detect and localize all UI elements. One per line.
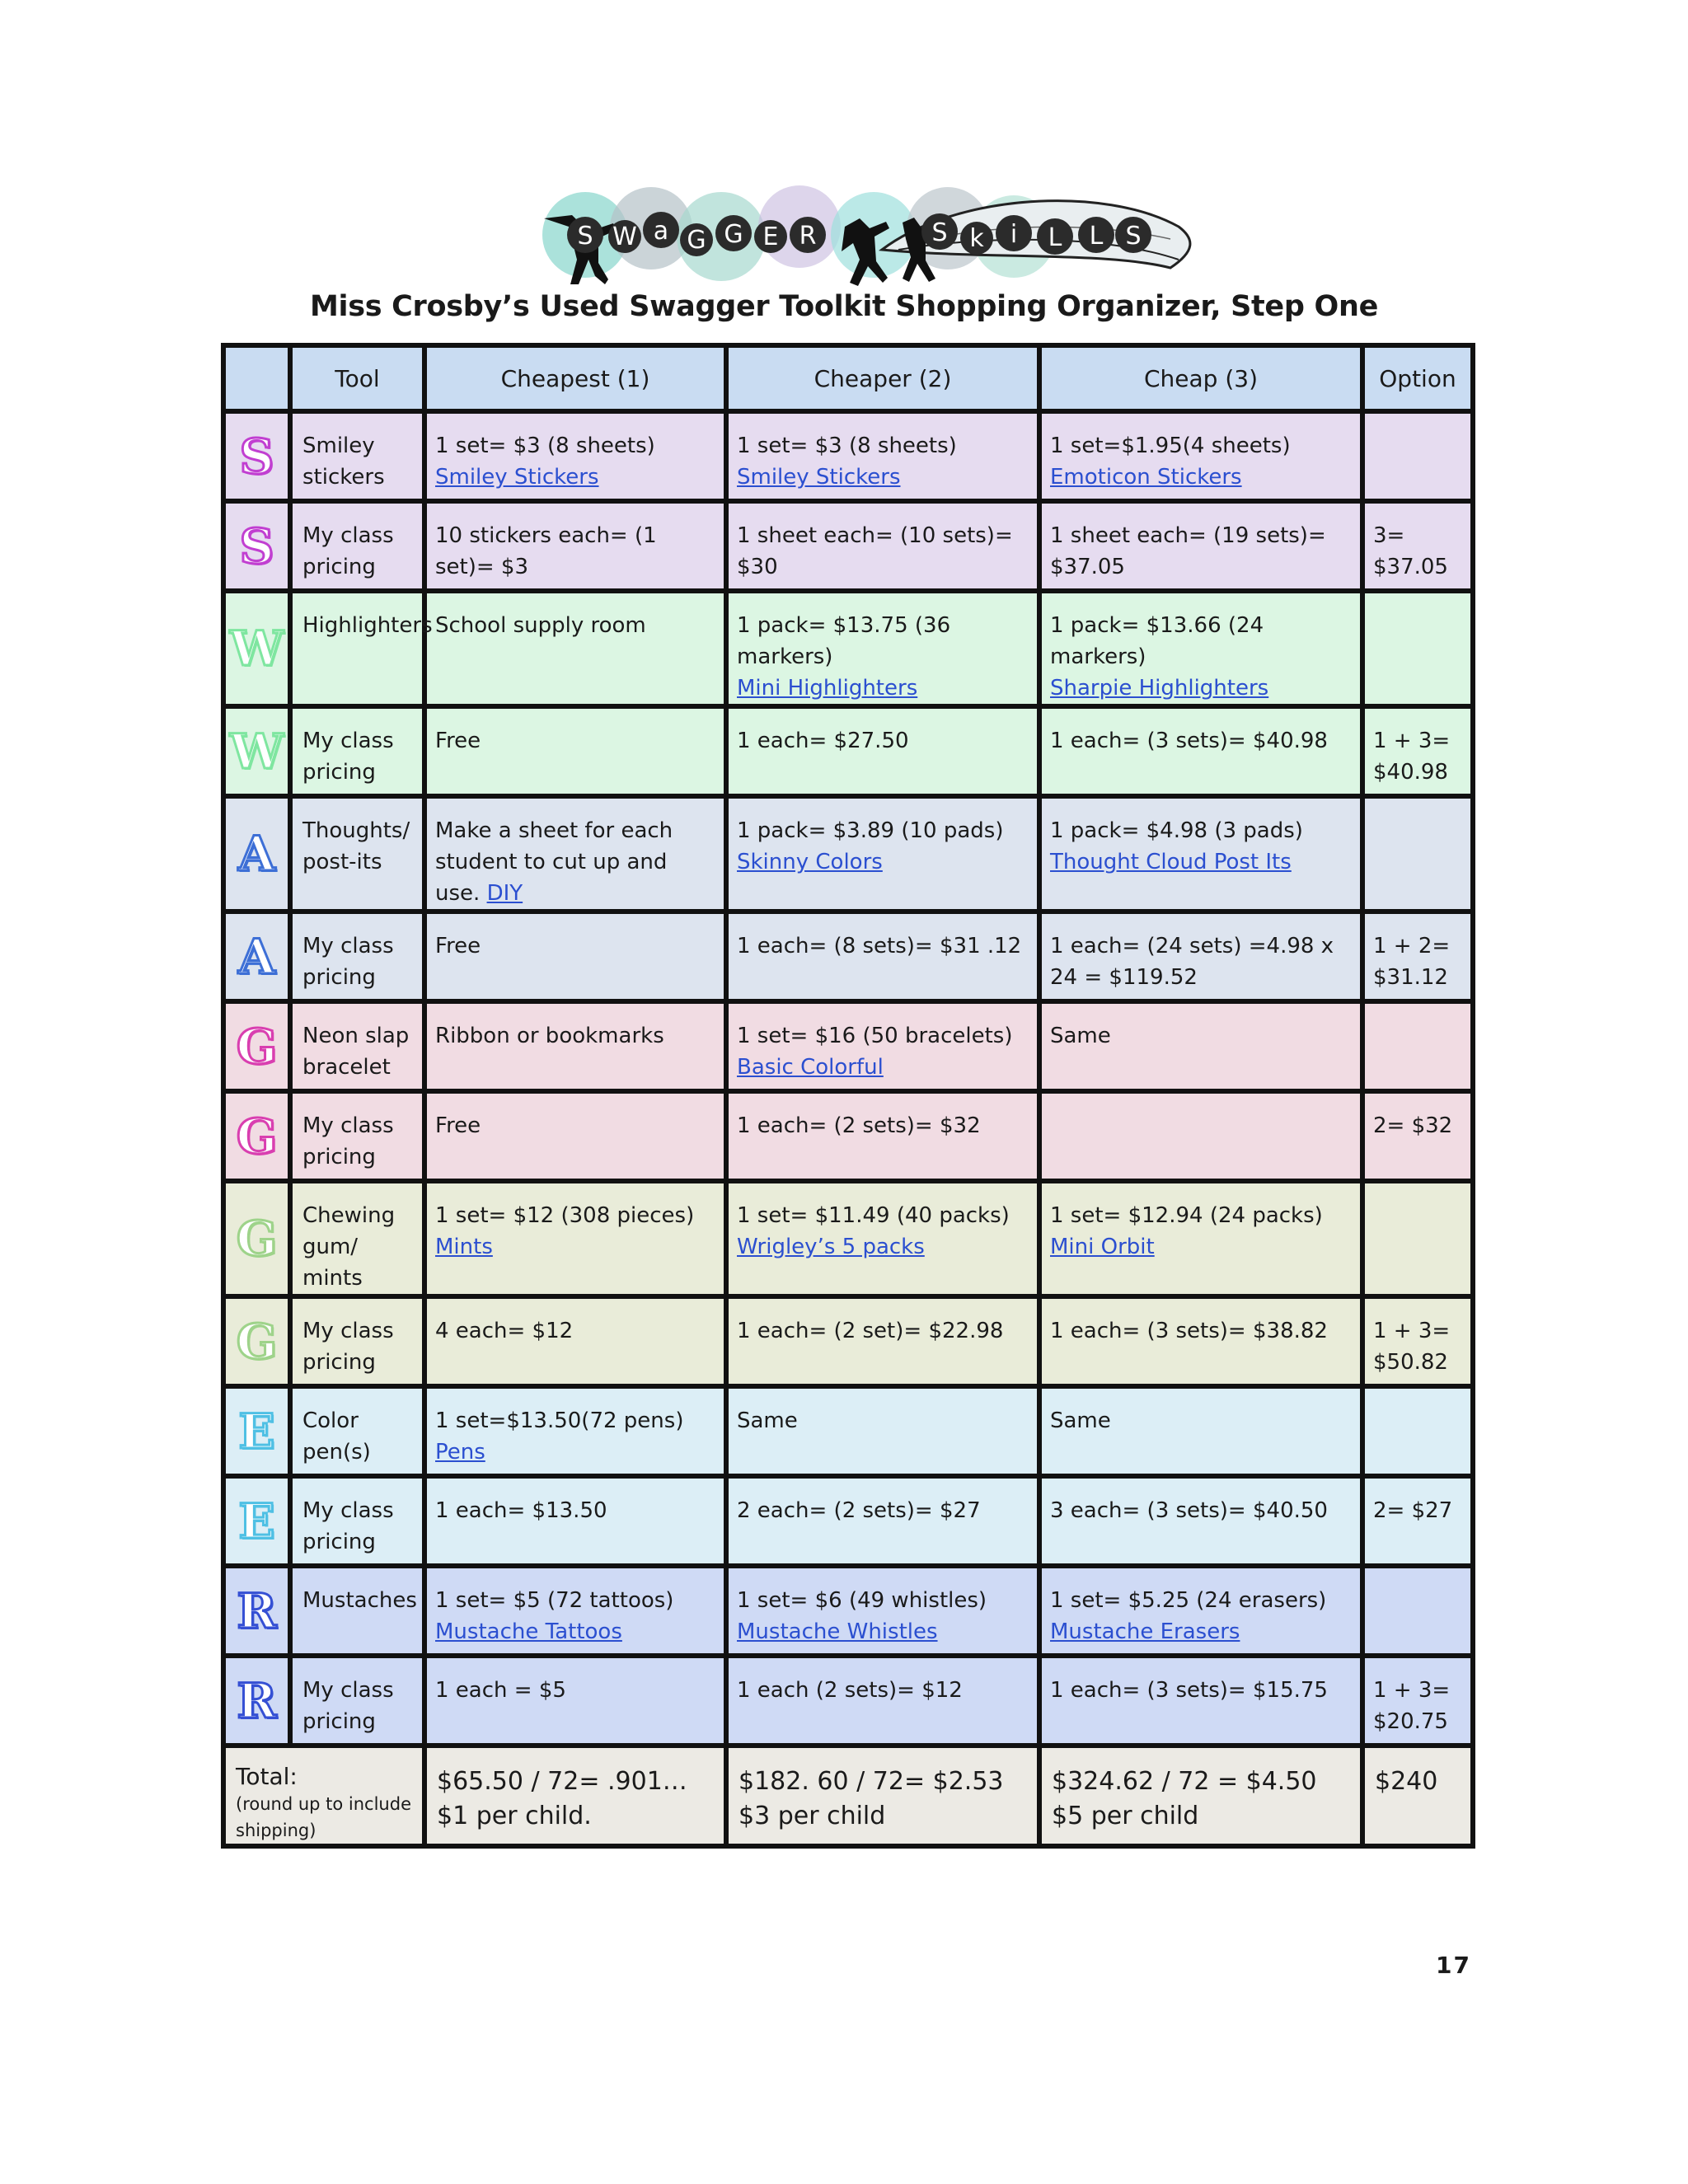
product-link[interactable]: Mints bbox=[435, 1235, 493, 1259]
total-line: $182. 60 / 72= $2.53 bbox=[738, 1767, 1004, 1796]
svg-text:i: i bbox=[1010, 220, 1018, 249]
shopping-organizer-table bbox=[221, 343, 1475, 1849]
total-label: Total: bbox=[236, 1763, 298, 1790]
tool-name: My class pricing bbox=[302, 729, 394, 785]
cheap-cell bbox=[1039, 912, 1362, 1001]
cell-text: Free bbox=[435, 1113, 481, 1138]
tool-name: My class pricing bbox=[302, 934, 394, 990]
tool-cell bbox=[290, 501, 424, 591]
cheapest-cell bbox=[424, 411, 726, 501]
option-cell bbox=[1362, 706, 1473, 796]
option-cell bbox=[1362, 1001, 1473, 1091]
tool-cell bbox=[290, 912, 424, 1001]
total-option-value: $240 bbox=[1375, 1767, 1438, 1796]
page-title: Miss Crosby’s Used Swagger Toolkit Shopping Organizer, Step One bbox=[309, 290, 1379, 323]
letter-icon: S bbox=[239, 518, 274, 574]
total-row bbox=[223, 1746, 1473, 1846]
total-cheap bbox=[1039, 1746, 1362, 1846]
cheapest-cell bbox=[424, 591, 726, 706]
tool-cell bbox=[290, 591, 433, 706]
cell-text: 1 each= (3 sets)= $40.98 bbox=[1050, 729, 1328, 753]
cell-text: 10 stickers each= (1 set)= $3 bbox=[435, 523, 657, 579]
table-row bbox=[223, 1296, 1473, 1386]
cheapest-cell bbox=[424, 1566, 726, 1656]
total-line: $3 per child bbox=[738, 1802, 886, 1830]
product-link[interactable]: Thought Cloud Post Its bbox=[1050, 850, 1292, 874]
cheapest-cell bbox=[424, 1001, 726, 1091]
tool-cell bbox=[290, 1091, 424, 1181]
tool-name: Color pen(s) bbox=[302, 1408, 371, 1465]
cell-text: 1 pack= $13.75 (36 markers) bbox=[737, 613, 951, 669]
option-value: 1 + 3= $20.75 bbox=[1373, 1678, 1451, 1734]
svg-text:L: L bbox=[1048, 223, 1062, 252]
total-line: $324.62 / 72 = $4.50 bbox=[1052, 1767, 1317, 1796]
cell-text: School supply room bbox=[435, 613, 646, 638]
swagger-letter-cell bbox=[223, 796, 290, 912]
table-row bbox=[223, 706, 1473, 796]
option-value bbox=[1365, 1568, 1470, 1585]
table-row bbox=[223, 591, 1473, 706]
cell-text: 1 each= (3 sets)= $38.82 bbox=[1050, 1319, 1328, 1343]
svg-text:a: a bbox=[653, 217, 669, 246]
cell-text: Same bbox=[737, 1408, 798, 1433]
cell-text: 1 sheet each= (10 sets)= $30 bbox=[737, 523, 1013, 579]
swagger-letter-cell bbox=[223, 1386, 290, 1476]
cell-text: 1 set= $5 (72 tattoos) bbox=[435, 1588, 674, 1613]
option-value bbox=[1365, 1004, 1470, 1020]
table-row bbox=[223, 1476, 1473, 1566]
cheapest-cell bbox=[424, 501, 726, 591]
cell-text: Make a sheet for each student to cut up and use. bbox=[435, 818, 673, 906]
cheapest-cell bbox=[424, 1656, 726, 1746]
option-value: 3= $37.05 bbox=[1373, 523, 1448, 579]
table-row bbox=[223, 411, 1473, 501]
svg-text:G: G bbox=[687, 226, 706, 255]
table-row bbox=[223, 1566, 1473, 1656]
cell-text: 1 each= (8 sets)= $31 .12 bbox=[737, 934, 1022, 958]
product-link[interactable]: Wrigley’s 5 packs bbox=[737, 1235, 925, 1259]
letter-icon: A bbox=[237, 928, 275, 985]
cell-text: 1 each= (2 set)= $22.98 bbox=[737, 1319, 1004, 1343]
option-cell bbox=[1362, 796, 1473, 912]
letter-icon: G bbox=[236, 1313, 278, 1370]
tool-name: Mustaches bbox=[302, 1588, 417, 1613]
tool-cell bbox=[290, 1296, 424, 1386]
swagger-skills-logo bbox=[528, 177, 1203, 293]
header-row bbox=[223, 345, 1473, 411]
tool-cell bbox=[290, 706, 424, 796]
letter-icon: R bbox=[237, 1582, 277, 1639]
tool-name: Highlighters bbox=[302, 613, 433, 638]
letter-icon: S bbox=[239, 428, 274, 485]
option-cell bbox=[1362, 1656, 1473, 1746]
cell-text: 1 set=$13.50(72 pens) bbox=[435, 1408, 684, 1433]
cell-text: 1 each= $13.50 bbox=[435, 1498, 607, 1523]
letter-icon: G bbox=[236, 1108, 278, 1165]
option-value bbox=[1365, 1183, 1470, 1200]
swagger-letter-cell bbox=[223, 1296, 290, 1386]
letter-icon: E bbox=[238, 1493, 275, 1549]
svg-text:k: k bbox=[969, 224, 984, 253]
cell-text: 1 set= $11.49 (40 packs) bbox=[737, 1203, 1010, 1228]
product-link[interactable]: Mustache Tattoos bbox=[435, 1619, 622, 1644]
cheap-cell bbox=[1039, 1296, 1362, 1386]
table-row bbox=[223, 501, 1473, 591]
cell-text: 1 each= (3 sets)= $15.75 bbox=[1050, 1678, 1328, 1703]
option-value: 2= $27 bbox=[1373, 1498, 1453, 1523]
cheaper-cell bbox=[726, 1656, 1039, 1746]
option-value bbox=[1365, 593, 1470, 610]
cell-text: 1 each= (24 sets) =4.98 x 24 = $119.52 bbox=[1050, 934, 1334, 990]
cheapest-cell bbox=[424, 706, 726, 796]
letter-icon: A bbox=[237, 826, 275, 882]
cell-text: Free bbox=[435, 729, 481, 753]
tool-cell bbox=[290, 1476, 424, 1566]
cell-text: Same bbox=[1050, 1024, 1111, 1048]
letter-icon: G bbox=[236, 1211, 278, 1267]
header-tool: Tool bbox=[290, 345, 424, 411]
swagger-letter-cell bbox=[223, 1476, 290, 1566]
cheaper-cell bbox=[726, 411, 1039, 501]
option-cell bbox=[1362, 591, 1473, 706]
tool-cell bbox=[290, 1566, 424, 1656]
header-letter bbox=[223, 345, 290, 411]
cell-text: 1 pack= $3.89 (10 pads) bbox=[737, 818, 1004, 843]
cheaper-cell bbox=[726, 591, 1039, 706]
table-row bbox=[223, 796, 1473, 912]
cell-text: 1 set= $3 (8 sheets) bbox=[737, 434, 957, 458]
cheap-cell bbox=[1039, 1001, 1362, 1091]
option-cell bbox=[1362, 1296, 1473, 1386]
cheapest-cell bbox=[424, 912, 726, 1001]
cell-text: 1 pack= $13.66 (24 markers) bbox=[1050, 613, 1264, 669]
total-cheapest bbox=[424, 1746, 726, 1846]
table-row bbox=[223, 1091, 1473, 1181]
cheaper-cell bbox=[726, 796, 1039, 912]
header-cheaper: Cheaper (2) bbox=[726, 345, 1039, 411]
cheapest-cell bbox=[424, 1476, 726, 1566]
cheaper-cell bbox=[726, 501, 1039, 591]
cell-text: 1 set= $6 (49 whistles) bbox=[737, 1588, 987, 1613]
cell-text: 1 set= $12 (308 pieces) bbox=[435, 1203, 695, 1228]
tool-cell bbox=[290, 1181, 424, 1296]
table-row bbox=[223, 1181, 1473, 1296]
header-cheapest: Cheapest (1) bbox=[424, 345, 726, 411]
product-link[interactable]: Mini Orbit bbox=[1050, 1235, 1155, 1259]
letter-icon: W bbox=[229, 723, 284, 780]
swagger-letter-cell bbox=[223, 1181, 290, 1296]
cheaper-cell bbox=[726, 912, 1039, 1001]
option-cell bbox=[1362, 912, 1473, 1001]
cell-text: 1 pack= $4.98 (3 pads) bbox=[1050, 818, 1303, 843]
swagger-letter-cell bbox=[223, 1656, 290, 1746]
swagger-letter-cell bbox=[223, 591, 290, 706]
swagger-letter-cell bbox=[223, 706, 290, 796]
cell-text: Free bbox=[435, 934, 481, 958]
option-value bbox=[1365, 799, 1470, 815]
option-value bbox=[1365, 1389, 1470, 1405]
letter-icon: E bbox=[238, 1403, 275, 1460]
tool-cell bbox=[290, 1001, 424, 1091]
cheap-cell bbox=[1039, 1476, 1362, 1566]
option-value bbox=[1365, 414, 1470, 430]
option-value: 2= $32 bbox=[1373, 1113, 1453, 1138]
total-line: $5 per child bbox=[1052, 1802, 1199, 1830]
swagger-letter-cell bbox=[223, 1091, 290, 1181]
tool-name: Neon slap bracelet bbox=[302, 1024, 410, 1080]
cheap-cell bbox=[1039, 1386, 1362, 1476]
product-link[interactable]: Smiley Stickers bbox=[435, 465, 599, 490]
option-value: 1 + 3= $50.82 bbox=[1373, 1319, 1451, 1375]
svg-text:E: E bbox=[762, 223, 779, 251]
svg-text:W: W bbox=[612, 223, 637, 251]
cell-text: 1 sheet each= (19 sets)= $37.05 bbox=[1050, 523, 1326, 579]
svg-text:G: G bbox=[724, 220, 743, 249]
swagger-letter-cell bbox=[223, 501, 290, 591]
option-value: 1 + 2= $31.12 bbox=[1373, 934, 1451, 990]
swagger-letter-cell bbox=[223, 1566, 290, 1656]
product-link[interactable]: Skinny Colors bbox=[737, 850, 883, 874]
cell-text: 4 each= $12 bbox=[435, 1319, 574, 1343]
cell-text: 1 each (2 sets)= $12 bbox=[737, 1678, 963, 1703]
product-link[interactable]: Basic Colorful bbox=[737, 1055, 884, 1080]
cheap-cell bbox=[1039, 796, 1362, 912]
tool-name: My class pricing bbox=[302, 1113, 394, 1169]
swagger-letter-cell bbox=[223, 912, 290, 1001]
cell-text: Ribbon or bookmarks bbox=[435, 1024, 664, 1048]
cell-text: 1 set= $16 (50 bracelets) bbox=[737, 1024, 1013, 1048]
tool-name: My class pricing bbox=[302, 1678, 394, 1734]
cell-text: 1 set=$1.95(4 sheets) bbox=[1050, 434, 1291, 458]
product-link[interactable]: Mustache Whistles bbox=[737, 1619, 938, 1644]
cheapest-cell bbox=[424, 1181, 726, 1296]
cheaper-cell bbox=[726, 1476, 1039, 1566]
cheap-cell bbox=[1039, 1656, 1362, 1746]
total-line: $1 per child. bbox=[437, 1802, 592, 1830]
header-option: Option bbox=[1362, 345, 1473, 411]
tool-name: My class pricing bbox=[302, 1498, 394, 1554]
product-link[interactable]: Mini Highlighters bbox=[737, 676, 918, 701]
tool-name: Chewing gum/ mints bbox=[302, 1203, 396, 1291]
cell-text: Same bbox=[1050, 1408, 1111, 1433]
cheaper-cell bbox=[726, 1386, 1039, 1476]
table-row bbox=[223, 1386, 1473, 1476]
cheap-cell bbox=[1039, 706, 1362, 796]
option-cell bbox=[1362, 1091, 1473, 1181]
swagger-letter-cell bbox=[223, 411, 290, 501]
letter-icon: G bbox=[236, 1018, 278, 1075]
svg-text:S: S bbox=[577, 222, 593, 251]
tool-cell bbox=[290, 411, 424, 501]
option-cell bbox=[1362, 501, 1473, 591]
total-cheaper bbox=[726, 1746, 1039, 1846]
cheaper-cell bbox=[726, 706, 1039, 796]
cheaper-cell bbox=[726, 1566, 1039, 1656]
table-row bbox=[223, 1656, 1473, 1746]
cheap-cell bbox=[1039, 1566, 1362, 1656]
product-link[interactable]: Smiley Stickers bbox=[737, 465, 901, 490]
cheap-cell bbox=[1039, 1091, 1362, 1181]
cell-text: 1 each= (2 sets)= $32 bbox=[737, 1113, 981, 1138]
cheap-cell bbox=[1039, 411, 1362, 501]
cheapest-cell bbox=[424, 1296, 726, 1386]
cheaper-cell bbox=[726, 1091, 1039, 1181]
option-cell bbox=[1362, 1476, 1473, 1566]
tool-name: My class pricing bbox=[302, 1319, 394, 1375]
total-option bbox=[1362, 1746, 1473, 1846]
svg-text:S: S bbox=[931, 218, 948, 247]
option-cell bbox=[1362, 411, 1473, 501]
tool-cell bbox=[290, 796, 424, 912]
cheapest-cell bbox=[424, 796, 726, 912]
cheap-cell bbox=[1039, 591, 1362, 706]
product-link[interactable]: Emoticon Stickers bbox=[1050, 465, 1242, 490]
page-number: 17 bbox=[1436, 1952, 1471, 1979]
swagger-letter-cell bbox=[223, 1001, 290, 1091]
table-row bbox=[223, 912, 1473, 1001]
product-link[interactable]: Sharpie Highlighters bbox=[1050, 676, 1269, 701]
cheaper-cell bbox=[726, 1296, 1039, 1386]
cell-text: 2 each= (2 sets)= $27 bbox=[737, 1498, 981, 1523]
svg-text:S: S bbox=[1125, 222, 1142, 251]
cheapest-cell bbox=[424, 1386, 726, 1476]
cheaper-cell bbox=[726, 1001, 1039, 1091]
product-link[interactable]: Pens bbox=[435, 1440, 485, 1465]
cheap-cell bbox=[1039, 1181, 1362, 1296]
cheap-cell bbox=[1039, 501, 1362, 591]
tool-name: Thoughts/ post-its bbox=[302, 818, 410, 874]
total-note: (round up to include shipping) bbox=[236, 1794, 411, 1840]
letter-icon: W bbox=[229, 621, 284, 677]
option-cell bbox=[1362, 1566, 1473, 1656]
cell-text: 3 each= (3 sets)= $40.50 bbox=[1050, 1498, 1328, 1523]
cell-text: 1 set= $12.94 (24 packs) bbox=[1050, 1203, 1323, 1228]
tool-name: My class pricing bbox=[302, 523, 394, 579]
product-link[interactable]: DIY bbox=[486, 881, 523, 906]
product-link[interactable]: Mustache Erasers bbox=[1050, 1619, 1240, 1644]
total-label-cell bbox=[223, 1746, 424, 1846]
letter-icon: R bbox=[237, 1672, 277, 1729]
option-cell bbox=[1362, 1181, 1473, 1296]
svg-text:R: R bbox=[799, 222, 817, 251]
total-line: $65.50 / 72= .901… bbox=[437, 1767, 687, 1796]
cheaper-cell bbox=[726, 1181, 1039, 1296]
tool-name: Smiley stickers bbox=[302, 434, 385, 490]
option-value: 1 + 3= $40.98 bbox=[1373, 729, 1451, 785]
tool-cell bbox=[290, 1386, 424, 1476]
cell-text: 1 each= $27.50 bbox=[737, 729, 909, 753]
header-cheap: Cheap (3) bbox=[1039, 345, 1362, 411]
svg-text:L: L bbox=[1089, 222, 1104, 251]
cell-text: 1 set= $5.25 (24 erasers) bbox=[1050, 1588, 1327, 1613]
cell-text: 1 set= $3 (8 sheets) bbox=[435, 434, 655, 458]
tool-cell bbox=[290, 1656, 424, 1746]
cheapest-cell bbox=[424, 1091, 726, 1181]
option-cell bbox=[1362, 1386, 1473, 1476]
table-row bbox=[223, 1001, 1473, 1091]
cell-text: 1 each = $5 bbox=[435, 1678, 566, 1703]
